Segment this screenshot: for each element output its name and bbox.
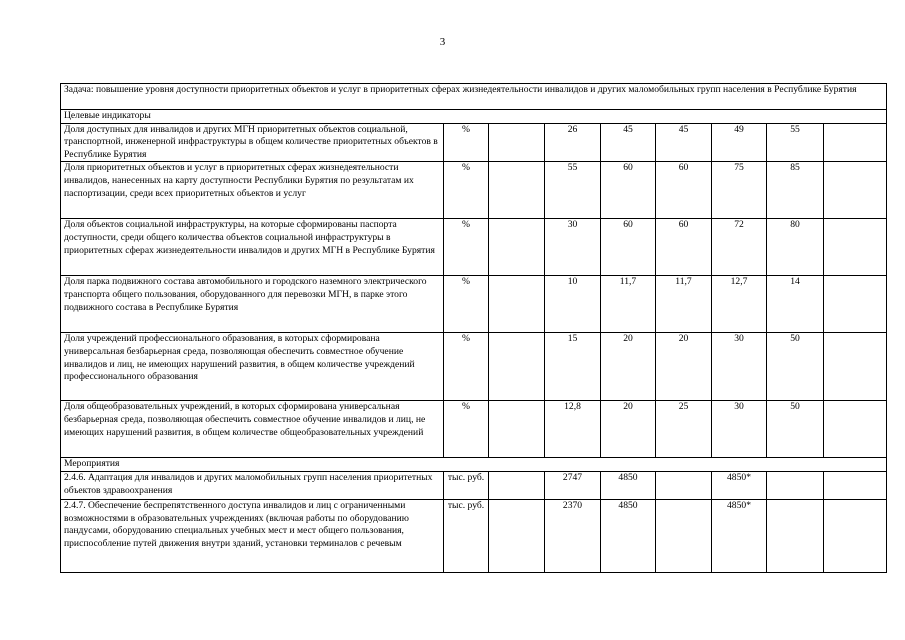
row-name-cell: 2.4.7. Обеспечение беспрепятственного доступа инвалидов и лиц с ограниченными возможностями в образовательных учреждениях (включая работы по оборудованию пандусами, оборудованию специальных учебных мест и мест общего пользования, приспособление путей движения внутри зданий, установки терминалов с речевым: [61, 499, 444, 572]
value-cell: 60: [656, 219, 712, 276]
value-cell: [656, 471, 712, 499]
value-cell: 50: [767, 333, 824, 401]
value-cell: 20: [656, 333, 712, 401]
value-cell: 4850*: [712, 471, 767, 499]
row-name-cell: 2.4.6. Адаптация для инвалидов и других маломобильных групп населения приоритетных объектов здравоохранения: [61, 471, 444, 499]
page-number: 3: [439, 36, 446, 48]
value-cell: 49: [712, 123, 767, 162]
indicator-row: [61, 123, 887, 162]
value-cell: [489, 471, 545, 499]
indicators-header: Целевые индикаторы: [61, 110, 887, 124]
value-cell: 60: [601, 219, 656, 276]
table-body: [61, 84, 887, 573]
value-cell: [489, 401, 545, 458]
value-cell: 45: [656, 123, 712, 162]
indicator-row: [61, 219, 887, 276]
empty-cell: [824, 333, 887, 401]
measures-header-row: [61, 458, 887, 472]
value-cell: 14: [767, 276, 824, 333]
value-cell: 2370: [545, 499, 601, 572]
value-cell: 60: [656, 162, 712, 219]
value-cell: 2747: [545, 471, 601, 499]
indicator-row: [61, 276, 887, 333]
value-cell: [489, 219, 545, 276]
value-cell: 50: [767, 401, 824, 458]
empty-cell: [824, 162, 887, 219]
row-name-cell: Доля приоритетных объектов и услуг в приоритетных сферах жизнедеятельности инвалидов, нанесенных на карту доступности Республики Бурятия по результатам их паспортизации, среди всех приоритетных объектов и услуг: [61, 162, 444, 219]
value-cell: 11,7: [601, 276, 656, 333]
row-name-cell: Доля объектов социальной инфраструктуры, на которые сформированы паспорта доступности, среди общего количества объектов социальной инфраструктуры в приоритетных сферах жизнедеятельности инвалидов и других МГН в Республике Бурятия: [61, 219, 444, 276]
value-cell: 75: [712, 162, 767, 219]
value-cell: [489, 333, 545, 401]
value-cell: 45: [601, 123, 656, 162]
unit-cell: %: [444, 219, 489, 276]
unit-cell: %: [444, 162, 489, 219]
value-cell: [656, 499, 712, 572]
value-cell: 4850: [601, 499, 656, 572]
value-cell: [767, 471, 824, 499]
unit-cell: %: [444, 123, 489, 162]
empty-cell: [824, 276, 887, 333]
value-cell: 30: [712, 401, 767, 458]
empty-cell: [824, 123, 887, 162]
value-cell: 30: [712, 333, 767, 401]
measure-row: [61, 471, 887, 499]
value-cell: 30: [545, 219, 601, 276]
value-cell: 72: [712, 219, 767, 276]
empty-cell: [824, 499, 887, 572]
value-cell: 55: [545, 162, 601, 219]
value-cell: 10: [545, 276, 601, 333]
measure-row: [61, 499, 887, 572]
value-cell: 11,7: [656, 276, 712, 333]
value-cell: 4850: [601, 471, 656, 499]
unit-cell: %: [444, 401, 489, 458]
value-cell: 85: [767, 162, 824, 219]
indicators-table: [60, 83, 887, 573]
value-cell: 4850*: [712, 499, 767, 572]
unit-cell: тыс. руб.: [444, 471, 489, 499]
measures-header: Мероприятия: [61, 458, 887, 472]
value-cell: 20: [601, 333, 656, 401]
task-cell: Задача: повышение уровня доступности приоритетных объектов и услуг в приоритетных сферах жизнедеятельности инвалидов и других маломобильных групп населения в Республике Бурятия: [61, 84, 887, 110]
row-name-cell: Доля парка подвижного состава автомобильного и городского наземного электрического транспорта общего пользования, оборудованного для перевозки МГН, в парке этого подвижного состава в Республике Бурятия: [61, 276, 444, 333]
unit-cell: %: [444, 276, 489, 333]
value-cell: 20: [601, 401, 656, 458]
value-cell: 26: [545, 123, 601, 162]
empty-cell: [824, 219, 887, 276]
value-cell: 80: [767, 219, 824, 276]
value-cell: [489, 276, 545, 333]
unit-cell: %: [444, 333, 489, 401]
indicator-row: [61, 333, 887, 401]
value-cell: [489, 162, 545, 219]
value-cell: [489, 499, 545, 572]
indicator-row: [61, 401, 887, 458]
value-cell: 25: [656, 401, 712, 458]
unit-cell: тыс. руб.: [444, 499, 489, 572]
value-cell: 55: [767, 123, 824, 162]
row-name-cell: Доля общеобразовательных учреждений, в которых сформирована универсальная безбарьерная среда, позволяющая обеспечить совместное обучение инвалидов и лиц, не имеющих нарушений развития, в общем количестве общеобразовательных учреждений: [61, 401, 444, 458]
empty-cell: [824, 401, 887, 458]
indicators-header-row: [61, 110, 887, 124]
value-cell: 12,8: [545, 401, 601, 458]
value-cell: 60: [601, 162, 656, 219]
value-cell: [767, 499, 824, 572]
task-row: [61, 84, 887, 110]
empty-cell: [824, 471, 887, 499]
value-cell: [489, 123, 545, 162]
row-name-cell: Доля доступных для инвалидов и других МГН приоритетных объектов социальной, транспортной, инженерной инфраструктуры в общем количестве приоритетных объектов в Республике Бурятия: [61, 123, 444, 162]
value-cell: 12,7: [712, 276, 767, 333]
indicator-row: [61, 162, 887, 219]
row-name-cell: Доля учреждений профессионального образования, в которых сформирована универсальная безбарьерная среда, позволяющая обеспечить совместное обучение инвалидов и лиц, не имеющих нарушений развития, в общем количестве учреждений профессионального образования: [61, 333, 444, 401]
value-cell: 15: [545, 333, 601, 401]
